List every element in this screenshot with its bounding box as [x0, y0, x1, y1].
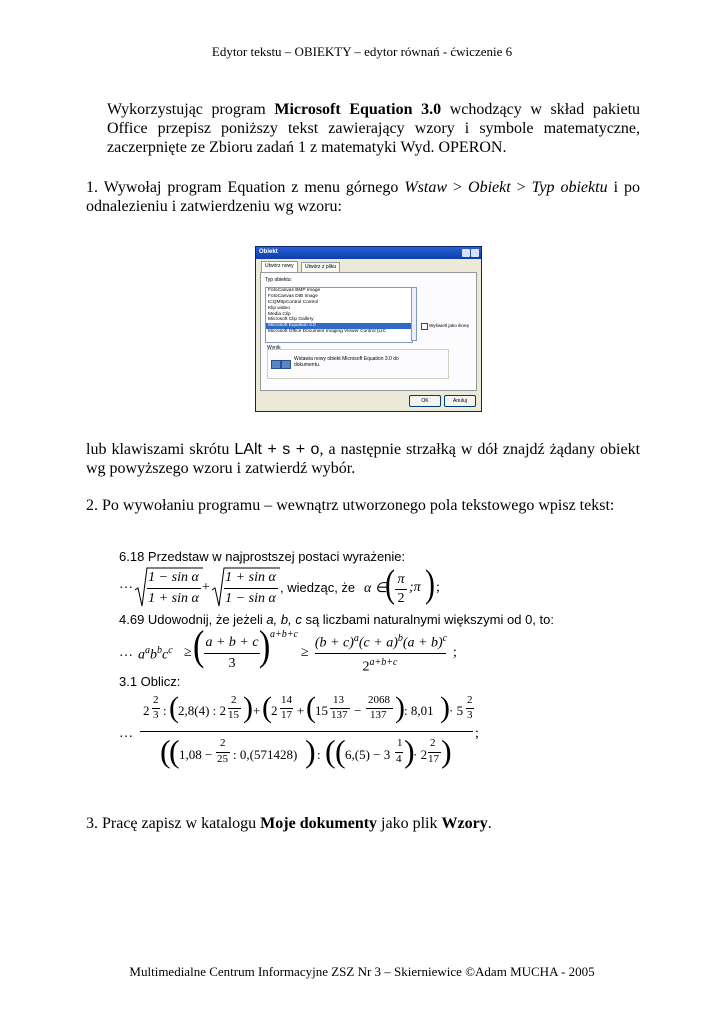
- shortcut-text: lub klawiszami skrótu: [86, 441, 235, 458]
- menu-insert: Wstaw: [404, 179, 448, 196]
- intro-text-pre: Wykorzystując program: [107, 101, 275, 118]
- ok-button[interactable]: OK: [409, 395, 441, 407]
- step-2: 2. Po wywołaniu programu – wewnątrz utworzonego pola tekstowego wpisz tekst:: [86, 497, 615, 514]
- base-a: a: [138, 647, 145, 663]
- fraction-numerator: 1 − sin α: [148, 570, 199, 585]
- object-type-item[interactable]: Media Clip: [268, 311, 291, 317]
- object-type-item[interactable]: FotoCanvas BMP Image: [268, 288, 321, 293]
- ex2-title-post: są liczbami naturalnymi większymi od 0, to:: [301, 612, 554, 627]
- semicolon: ;: [453, 645, 457, 660]
- fraction-bar: [147, 588, 201, 589]
- base-c: c: [162, 647, 169, 663]
- object-type-item[interactable]: Klip wideo: [268, 305, 290, 311]
- rhs-den-exp: a+b+c: [369, 657, 398, 668]
- paren-right: ): [425, 562, 435, 606]
- object-type-item[interactable]: Microsoft Office Document Imaging Viewer Control (LIC: [268, 329, 386, 335]
- object-icon: [281, 360, 291, 369]
- menu-sep: >: [510, 179, 532, 196]
- exercise-4-69-title: [119, 612, 554, 627]
- object-type-item[interactable]: Microsoft Equation 3.0: [266, 323, 412, 329]
- plus-sign: +: [202, 580, 210, 595]
- step-3: [86, 814, 640, 833]
- ex2-title-pre: 4.69 Udowodnij, że jeżeli: [119, 612, 267, 627]
- display-as-icon-checkbox[interactable]: [421, 323, 428, 330]
- condition-text: , wiedząc, że: [280, 580, 356, 595]
- exercise-3-1-title: 3.1 Oblicz:: [119, 674, 181, 689]
- fraction-denominator: 1 + sin α: [148, 591, 199, 606]
- exp-c: c: [168, 645, 173, 656]
- program-name: Microsoft Equation 3.0: [274, 101, 442, 118]
- cancel-button[interactable]: Anuluj: [444, 395, 476, 407]
- folder-name: Moje dokumenty: [260, 815, 378, 832]
- file-name: Wzory: [441, 815, 488, 832]
- fraction-denominator: 3: [228, 656, 236, 671]
- menu-object: Obiekt: [468, 179, 511, 196]
- exp-a: a: [145, 645, 150, 656]
- dialog-titlebar: [256, 247, 481, 259]
- big-fraction-numerator: 2 2 3 : ( 2,8(4) : 2 2 15 ) + ( 2 14 17 + ( 15 13 137 − 2068 137 ) : 8,01 ) · 5 2 3: [143, 691, 473, 724]
- help-icon[interactable]: [462, 249, 470, 257]
- object-type-item[interactable]: FotoCanvas DIB Image: [268, 293, 318, 299]
- fraction-denominator: 1 − sin α: [225, 591, 276, 606]
- semicolon: ;: [436, 580, 440, 595]
- step3-text-mid: jako plik: [377, 815, 442, 832]
- rhs-denominator: [345, 657, 415, 676]
- object-type-item[interactable]: ICQMttpControl Control: [268, 299, 319, 305]
- base-b: b: [150, 647, 157, 663]
- page-header: Edytor tekstu – OBIEKTY – edytor równań - ćwiczenie 6: [211, 44, 513, 59]
- tab-create-new[interactable]: Utwórz nowy: [261, 261, 298, 272]
- object-icon: [271, 360, 281, 369]
- shortcut-text-post: , a następnie strzałką w dół znajdź żądany obiekt wg powyższego wzoru i zatwierdź wybór.: [86, 441, 641, 477]
- exp-b: b: [157, 645, 162, 656]
- pi-numerator: π: [397, 572, 405, 587]
- page-footer: Multimedialne Centrum Informacyjne ZSZ Nr 3 – Skierniewice ©Adam MUCHA - 2005: [129, 964, 595, 979]
- ex2-vars: a, b, c: [266, 612, 302, 627]
- object-dialog: [255, 246, 482, 412]
- shortcut-keys: LAlt + s + o: [234, 441, 320, 458]
- interval-end: ;π: [409, 580, 421, 595]
- step1-text: 1. Wywołaj program Equation z menu górnego: [86, 179, 405, 196]
- exercise-6-18-title: 6.18 Przedstaw w najprostszej postaci wyrażenie:: [119, 549, 406, 564]
- ellipsis: …: [119, 577, 133, 592]
- result-description: Wstawia nowy obiekt Microsoft Equation 3.0 do dokumentu.: [294, 356, 399, 368]
- shortcut-paragraph: [86, 440, 640, 478]
- rhs-den-base: 2: [362, 659, 370, 675]
- object-type-item[interactable]: Microsoft Clip Gallery: [268, 317, 314, 323]
- semicolon: ;: [475, 726, 479, 741]
- step-1: [86, 178, 640, 216]
- fraction-numerator: 1 + sin α: [225, 570, 276, 585]
- paren-left: (: [385, 562, 395, 606]
- ellipsis: …: [119, 645, 133, 660]
- object-type-list[interactable]: [265, 287, 413, 343]
- product-lhs: [138, 645, 173, 664]
- intro-text-post: wchodzący w skład pakietu Office przepisz poniższy tekst zawierający wzory i symbole matematyczne, zaczerpnięte ze Zbioru zadań 1 z matematyki Wyd. OPERON.: [107, 101, 641, 156]
- paren-right: ): [259, 623, 271, 670]
- menu-object-type: Typ obiektu: [531, 179, 608, 196]
- step1-text-post: i po odnalezieniu i zatwierdzeniu wg wzoru:: [86, 179, 640, 215]
- ellipsis: …: [119, 726, 133, 741]
- geq-sign: ≥: [184, 645, 192, 660]
- fraction-bar: [204, 653, 260, 654]
- result-box: [267, 349, 449, 379]
- result-label: Wynik: [267, 345, 281, 351]
- list-scrollbar[interactable]: [411, 287, 417, 341]
- fraction-bar: [224, 588, 278, 589]
- big-fraction-denominator: ( ( 1,08 − 2 25 : 0,(571428) ) : ( ( 6,(5) − 3 1 4 ) · 2 2 17 ): [160, 733, 452, 769]
- geq-sign: ≥: [301, 645, 309, 660]
- fraction-bar: [395, 589, 407, 590]
- step3-text: 3. Pracę zapisz w katalogu: [86, 815, 261, 832]
- display-as-icon-label: Wyświetl jako ikonę: [429, 323, 470, 328]
- menu-sep: >: [447, 179, 469, 196]
- fraction-bar: [315, 653, 446, 654]
- close-icon[interactable]: [471, 249, 479, 257]
- big-fraction-bar: [140, 731, 473, 732]
- exponent: a+b+c: [270, 629, 298, 640]
- step3-text-end: .: [487, 815, 492, 832]
- tab-create-from-file[interactable]: Utwórz z pliku: [301, 262, 340, 272]
- alpha-in: α ∈: [364, 581, 388, 596]
- dialog-panel: [260, 272, 477, 391]
- pi-denominator: 2: [397, 591, 405, 606]
- fraction-numerator: a + b + c: [205, 635, 259, 650]
- object-type-label: Typ obiektu:: [265, 277, 292, 283]
- dialog-title: Obiekt: [259, 249, 278, 255]
- rhs-numerator: $(b + c)^a(c + a)^b(a + b)^c$: [314, 633, 448, 651]
- intro-paragraph: [107, 100, 640, 157]
- paren-left: (: [193, 623, 205, 670]
